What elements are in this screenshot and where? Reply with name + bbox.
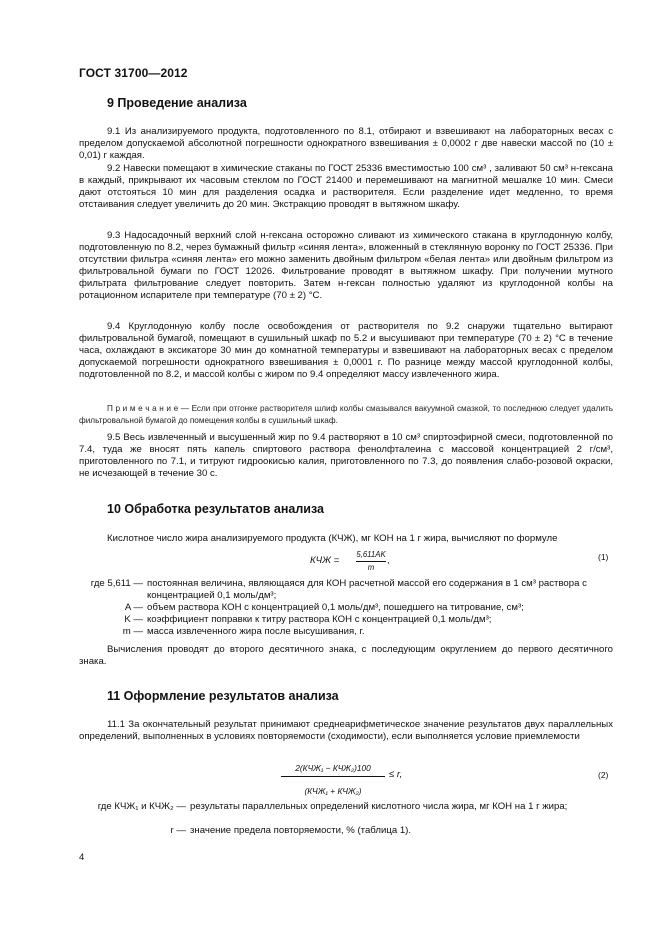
paragraph-9-5: 9.5 Весь извлеченный и высушенный жир по 9.4 растворяют в 10 см³ спиртоэфирной смеси, подготовленной по 7.4, туда же вносят пять капель спиртового раствора фенолфталеина с массовой концентрацией 2 г/см³, приготовленного по 7.1, и титруют гидроокисью калия, приготовленного по 7.3, до появления слабо-розовой окраски, не исчезающей в течение 30 с. xyxy=(79,432,613,480)
definition-term: A — xyxy=(124,602,143,614)
section-10-title: 10 Обработка результатов анализа xyxy=(107,502,324,516)
definition-term: где КЧЖ₁ и КЧЖ₂ — xyxy=(97,801,186,812)
formula-1-numerator: 5,611AK xyxy=(356,550,386,559)
formula-2-fraction-bar xyxy=(281,776,385,777)
formula-1-number: (1) xyxy=(598,552,609,562)
formula-2-definitions xyxy=(79,801,615,837)
definition-text: постоянная величина, являющаяся для КОН расчетной массой его содержания в 1 см³ раствора с концентрацией 0,1 моль/дм³; xyxy=(147,578,587,602)
formula-1-fraction-bar xyxy=(356,561,386,562)
section-9-title: 9 Проведение анализа xyxy=(107,96,247,110)
formula-1-tail: , xyxy=(387,555,390,566)
definition-text: результаты параллельных определений кислотного числа жира, мг КОН на 1 г жира; xyxy=(190,801,568,812)
page-number: 4 xyxy=(79,852,85,863)
definition-row xyxy=(79,801,615,825)
rounding-rule: Вычисления проводят до второго десятичного знака, с последующим округлением до первого десятичного знака. xyxy=(79,644,613,668)
definition-row xyxy=(79,825,615,837)
definition-term: r — xyxy=(170,825,186,837)
definition-text: объем раствора КОН с концентрацией 0,1 моль/дм³, пошедшего на титрование, см³; xyxy=(147,602,524,614)
definition-text: значение предела повторяемости, % (таблица 1). xyxy=(190,825,412,837)
definition-row xyxy=(79,614,615,626)
section-11-title: 11 Оформление результатов анализа xyxy=(107,689,339,703)
note: П р и м е ч а н и е — Если при отгонке растворителя шлиф колбы смазывался вакуумной смазкой, то последнюю следует удалить фильтровальной бумагой до помещения колбы в сушильный шкаф. xyxy=(79,404,613,425)
formula-2-tail: ≤ r, xyxy=(389,769,403,780)
document-header: ГОСТ 31700—2012 xyxy=(79,66,188,80)
formula-2-number: (2) xyxy=(598,770,609,780)
definition-row xyxy=(79,602,615,614)
paragraph-9-3: 9.3 Надосадочный верхний слой н-гексана осторожно сливают из химического стакана в круглодонную колбу, подготовленную по 8.2, через бумажный фильтр «синяя лента», вложенный в стеклянную воронку по ГОСТ 25336. При отсутствии фильтра «синяя лента» его можно заменить двойным фильтром «белая лента» или двойным фильтром из фильтровальной бумаги по ГОСТ 12026. Фильтрование проводят в вытяжном шкафу. При получении мутного фильтрата фильтрование следует повторить. Затем н-гексан полностью удаляют из круглодонной колбы на ротационном испарителе при температуре (70 ± 2) °С. xyxy=(79,230,613,302)
definition-row xyxy=(79,626,615,638)
paragraph-9-1: 9.1 Из анализируемого продукта, подготовленного по 8.1, отбирают и взвешивают на лабораторных весах с пределом допускаемой абсолютной погрешности однократного взвешивания ± 0,0002 г две навески массой по (10 ± 0,01) г каждая. xyxy=(79,126,613,162)
definition-term: где 5,611 — xyxy=(90,578,143,589)
paragraph-9-2: 9.2 Навески помещают в химические стаканы по ГОСТ 25336 вместимостью 100 см³ , заливают 50 см³ н-гексана в каждый, прикрывают их часовым стеклом по ГОСТ 21400 и перемешивают на магнитной мешалке 10 мин. Смеси дают отстояться 10 мин для разделения осадка и растворителя. Если разделение идет медленно, то время отстаивания следует увеличить до 20 мин. Экстракцию проводят в вытяжном шкафу. xyxy=(79,163,613,211)
definition-term: m — xyxy=(122,626,143,638)
paragraph-11-1: 11.1 За окончательный результат принимают среднеарифметическое значение результатов двух параллельных определений, выполненных в условиях повторяемости (сходимости), если выполняется условие приемлемости xyxy=(79,719,613,743)
definition-text: коэффициент поправки к титру раствора КОН с концентрацией 0,1 моль/дм³; xyxy=(147,614,492,626)
formula-2-denominator: (КЧЖ₁ + КЧЖ₂) xyxy=(304,786,362,796)
definition-row xyxy=(79,578,615,602)
definition-term: K — xyxy=(124,614,143,626)
paragraph-9-4: 9.4 Круглодонную колбу после освобождения от растворителя по 9.2 снаружи тщательно вытирают фильтровальной бумагой, помещают в сушильный шкаф по 5.2 и высушивают при температуре (70 ± 2) °С в течение часа, охлаждают в эксикаторе 30 мин до комнатной температуры и взвешивают на лабораторных весах с пределом допускаемой погрешности однократного взвешивания ± 0,0001 г. По разнице между массой круглодонной колбы, подготовленной по 8.2, и массой колбы с жиром по 9.4 определяют массу извлеченного жира. xyxy=(79,321,613,381)
formula-1-denominator: m xyxy=(367,563,375,572)
formula-2-numerator: 2(КЧЖ₁ − КЧЖ₂)100 xyxy=(295,763,371,773)
formula-1-definitions xyxy=(79,578,615,638)
definition-text: масса извлеченного жира после высушивания, г. xyxy=(147,626,365,638)
formula-intro: Кислотное число жира анализируемого продукта (КЧЖ), мг КОН на 1 г жира, вычисляют по формуле xyxy=(107,533,558,544)
formula-1-lhs: КЧЖ = xyxy=(310,555,340,566)
